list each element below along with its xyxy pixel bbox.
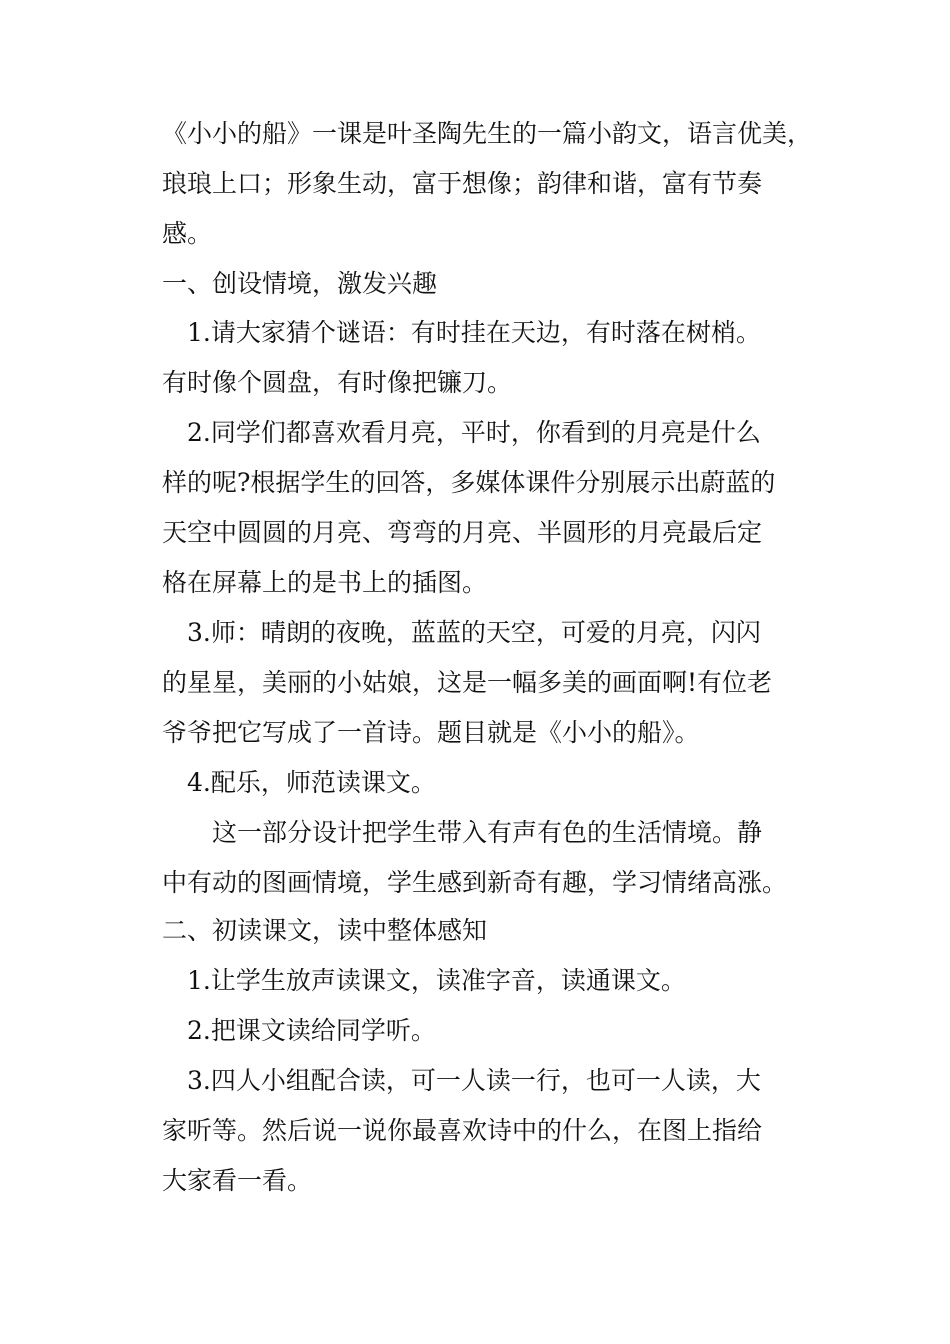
paragraph-line: 这一部分设计把学生带入有声有色的生活情境。静	[212, 818, 763, 847]
list-item-line: 3.四人小组配合读，可一人读一行，也可一人读，大	[187, 1066, 761, 1095]
list-item-line: 天空中圆圆的月亮、弯弯的月亮、半圆形的月亮最后定	[162, 518, 763, 547]
paragraph-line: 琅琅上口；形象生动，富于想像；韵律和谐，富有节奏	[162, 169, 763, 198]
list-item-line: 大家看一看。	[162, 1166, 313, 1195]
list-item-line: 的星星，美丽的小姑娘，这是一幅多美的画面啊!有位老	[162, 668, 773, 697]
list-item-line: 1.请大家猜个谜语：有时挂在天边，有时落在树梢。	[187, 318, 761, 347]
list-item-line: 家听等。然后说一说你最喜欢诗中的什么，在图上指给	[162, 1116, 763, 1145]
list-item-line: 3.师：晴朗的夜晚，蓝蓝的天空，可爱的月亮，闪闪	[187, 618, 761, 647]
section-heading: 二、初读课文，读中整体感知	[162, 916, 488, 945]
list-item-line: 样的呢?根据学生的回答，多媒体课件分别展示出蔚蓝的	[162, 468, 776, 497]
list-item-line: 4.配乐，师范读课文。	[187, 768, 436, 797]
paragraph-line: 感。	[162, 219, 213, 248]
section-heading: 一、创设情境，激发兴趣	[162, 269, 438, 298]
list-item-line: 爷爷把它写成了一首诗。题目就是《小小的船》。	[162, 718, 700, 747]
list-item-line: 格在屏幕上的是书上的插图。	[162, 568, 488, 597]
list-item-line: 2.同学们都喜欢看月亮，平时，你看到的月亮是什么	[187, 418, 761, 447]
list-item-line: 1.让学生放声读课文，读准字音，读通课文。	[187, 966, 686, 995]
list-item-line: 2.把课文读给同学听。	[187, 1016, 436, 1045]
paragraph-line: 中有动的图画情境，学生感到新奇有趣，学习情绪高涨。	[162, 868, 788, 897]
list-item-line: 有时像个圆盘，有时像把镰刀。	[162, 368, 513, 397]
paragraph-line: 《小小的船》一课是叶圣陶先生的一篇小韵文，语言优美，	[162, 119, 813, 148]
